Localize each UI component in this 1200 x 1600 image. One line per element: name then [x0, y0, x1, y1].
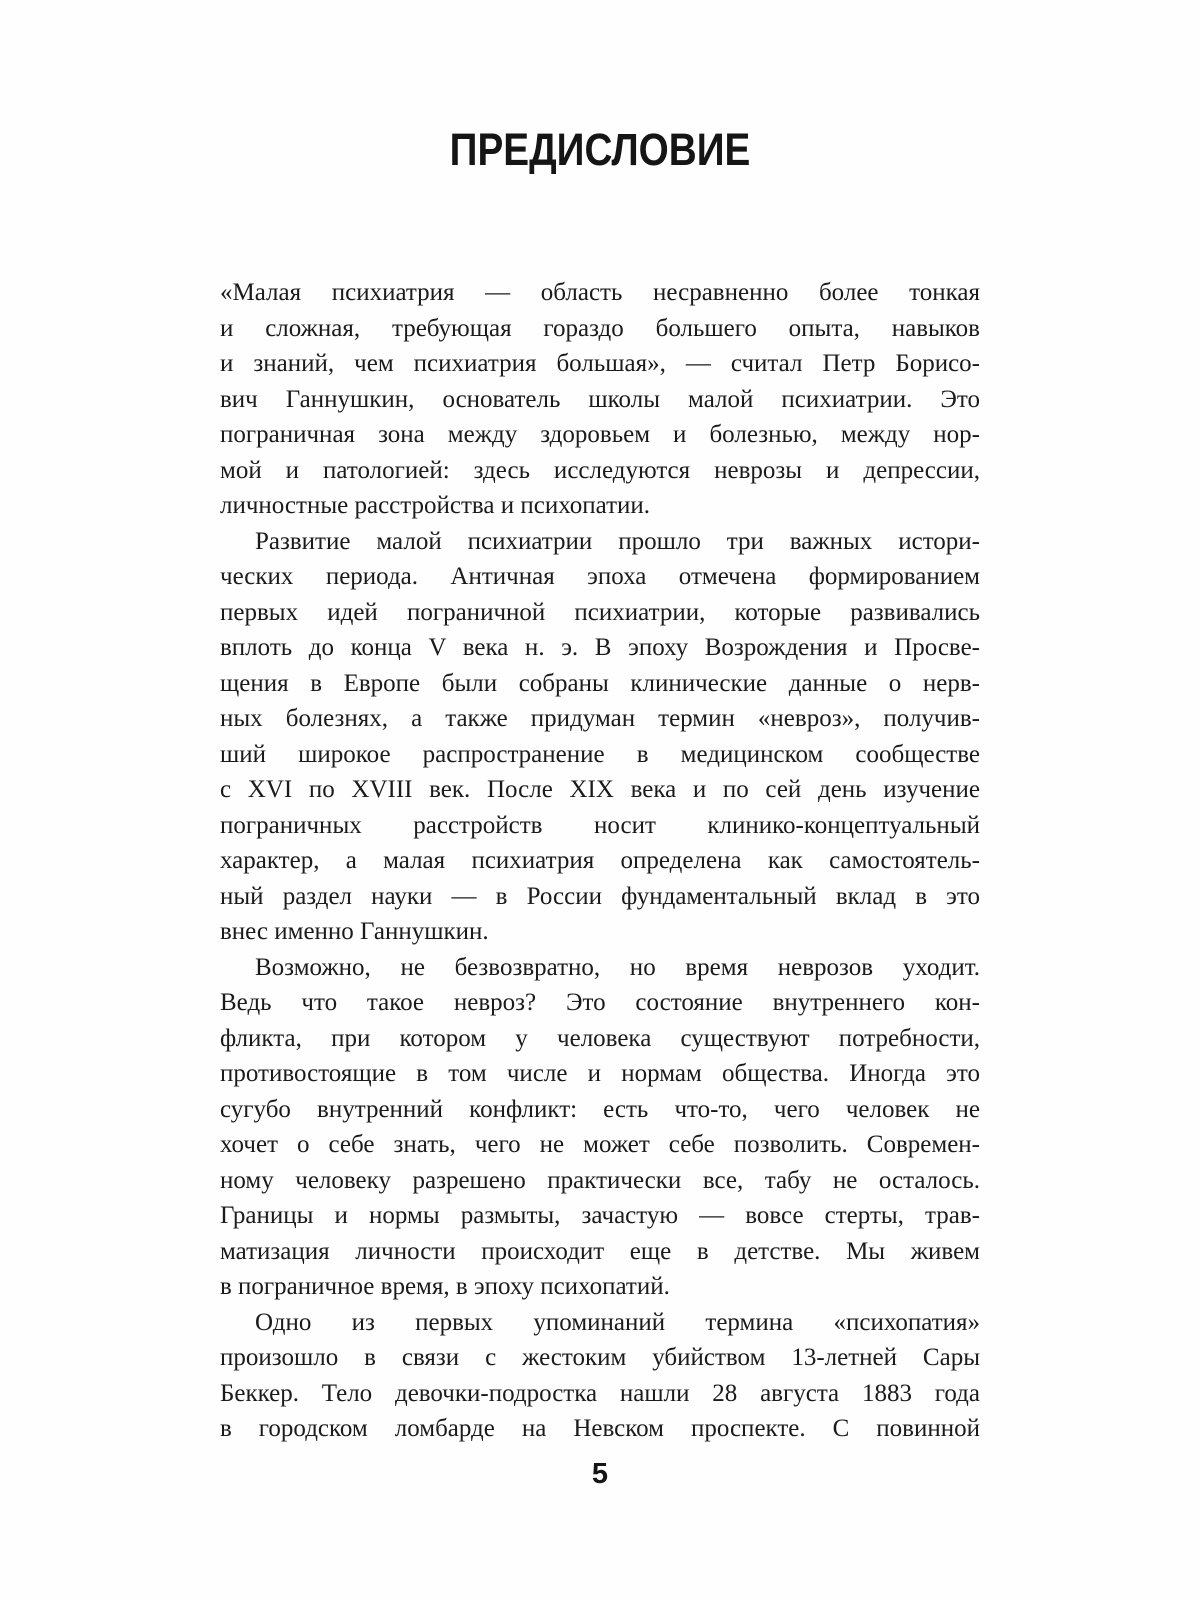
chapter-title: ПРЕДИСЛОВИЕ	[449, 124, 751, 175]
text-line: и знаний, чем психиатрия большая», — считал Петр Борисо-	[220, 350, 980, 377]
text-line: сугубо внутренний конфликт: есть что-то, чего человек не	[220, 1095, 980, 1123]
text-line: Ведь что такое невроз? Это состояние внутреннего кон-	[220, 989, 980, 1016]
text-line: Возможно, не безвозвратно, но время неврозов уходит.	[255, 953, 980, 981]
text-line: ных болезнях, а также придуман термин «невроз», получив-	[220, 705, 980, 732]
text-line: хочет о себе знать, чего не может себе позволить. Современ-	[220, 1131, 980, 1158]
text-line: характер, а малая психиатрия определена как самостоятель-	[220, 847, 980, 874]
text-line: внес именно Ганнушкин.	[220, 918, 489, 945]
text-line: ному человеку разрешено практически все, табу не осталось.	[220, 1166, 980, 1194]
text-line: мой и патологией: здесь исследуются неврозы и депрессии,	[220, 456, 980, 484]
text-line: личностные расстройства и психопатии.	[220, 492, 651, 519]
text-line: противостоящие в том числе и нормам общества. Иногда это	[220, 1060, 980, 1087]
text-line: в городском ломбарде на Невском проспекте. С повинной	[220, 1415, 980, 1442]
text-line: ный раздел науки — в России фундаментальный вклад в это	[220, 882, 980, 910]
text-line: вич Ганнушкин, основатель школы малой психиатрии. Это	[220, 385, 980, 413]
text-line: вплоть до конца V века н. э. В эпоху Возрождения и Просве-	[220, 634, 980, 661]
text-line: Беккер. Тело девочки-подростка нашли 28 августа 1883 года	[220, 1379, 980, 1407]
text-line: фликта, при котором у человека существуют потребности,	[220, 1024, 980, 1052]
text-line: щения в Европе были собраны клинические данные о нерв-	[220, 669, 980, 697]
text-line: в пограничное время, в эпоху психопатий.	[220, 1273, 670, 1300]
text-line: Границы и нормы размыты, зачастую — вовсе стерты, трав-	[220, 1202, 980, 1229]
text-line: ший широкое распространение в медицинском сообществе	[220, 740, 980, 768]
text-line: матизация личности происходит еще в детстве. Мы живем	[220, 1237, 980, 1265]
text-line: ческих периода. Античная эпоха отмечена формированием	[220, 563, 980, 590]
text-line: Одно из первых упоминаний термина «психопатия»	[255, 1308, 980, 1336]
text-line: пограничных расстройств носит клинико-концептуальный	[220, 811, 980, 839]
text-line: и сложная, требующая гораздо большего опыта, навыков	[220, 314, 980, 342]
text-line: пограничная зона между здоровьем и болезнью, между нор-	[220, 421, 980, 448]
body-text	[220, 275, 980, 1447]
text-line: произошло в связи с жестоким убийством 13-летней Сары	[220, 1344, 980, 1371]
text-line: «Малая психиатрия — область несравненно более тонкая	[220, 279, 980, 306]
text-line: с XVI по XVIII век. После XIX века и по сей день изучение	[220, 776, 980, 803]
text-line: первых идей пограничной психиатрии, которые развивались	[220, 598, 980, 626]
text-line: Развитие малой психиатрии прошло три важных истори-	[255, 527, 980, 555]
page-number: 5	[591, 1458, 609, 1490]
